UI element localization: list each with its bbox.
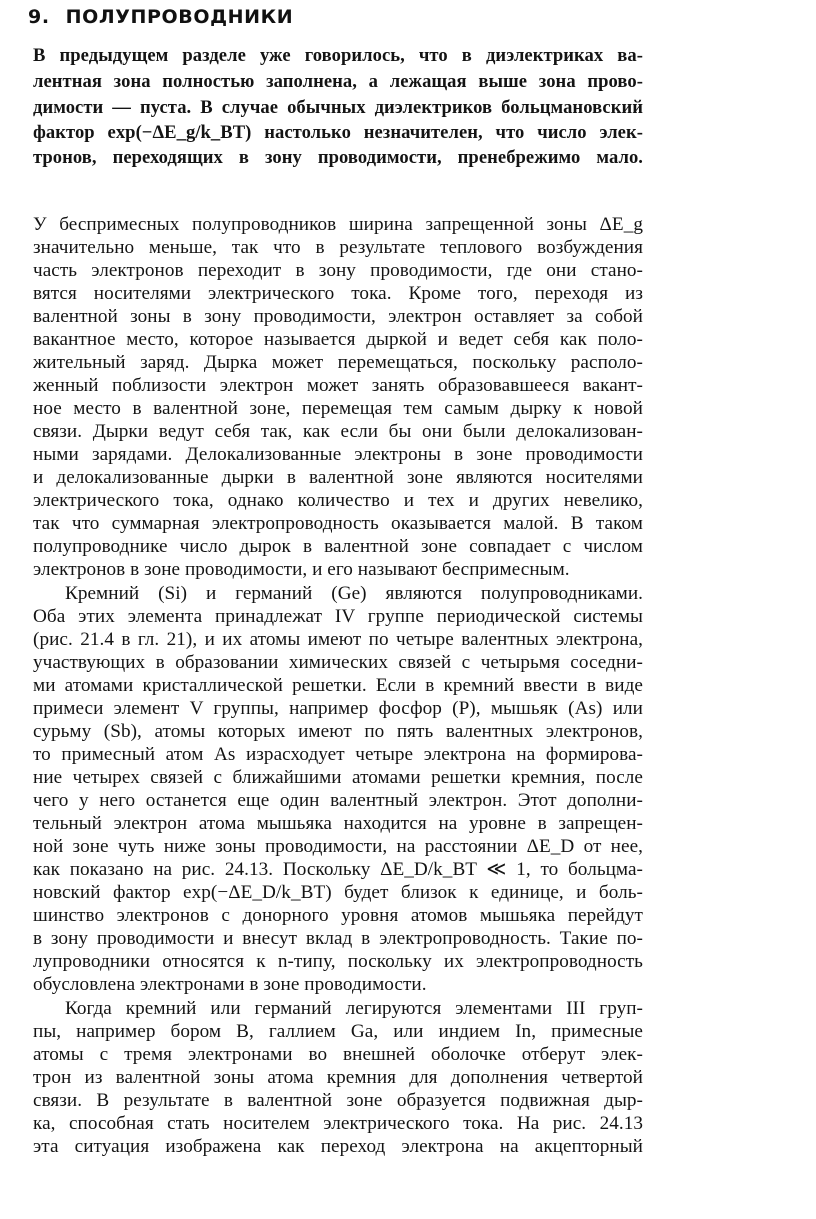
body-line: ми атомами кристаллической решетки. Если в кремний ввести в виде	[33, 675, 643, 696]
body-line: женный поблизости электрон может занять образовавшееся вакант-	[33, 375, 643, 396]
body-line: Кремний (Si) и германий (Ge) являются полупроводниками.	[65, 583, 643, 604]
body-line: пы, например бором B, галлием Ga, или индием In, примесные	[33, 1021, 643, 1042]
body-line: часть электронов переходит в зону проводимости, где они стано-	[33, 260, 643, 281]
body-line: ными зарядами. Делокализованные электроны в зоне проводимости	[33, 444, 643, 465]
body-line: ной зоне чуть ниже зоны проводимости, на расстоянии ΔE_D от нее,	[33, 836, 643, 857]
body-line: как показано на рис. 24.13. Поскольку ΔE_D/k_BT ≪ 1, то больцма-	[33, 859, 643, 880]
body-line: трон из валентной зоны атома кремния для дополнения четвертой	[33, 1067, 643, 1088]
body-line: (рис. 21.4 в гл. 21), и их атомы имеют по четыре валентных электрона,	[33, 629, 643, 650]
body-line: так что суммарная электропроводность оказывается малой. В таком	[33, 513, 643, 534]
section-title: ПОЛУПРОВОДНИКИ	[65, 6, 294, 28]
section-number: 9.	[28, 6, 50, 28]
body-line: электрического тока, однако количество и тех и других невелико,	[33, 490, 643, 511]
body-line: то примесный атом As израсходует четыре электрона на формирова-	[33, 744, 643, 765]
body-line: связи. В результате в валентной зоне образуется подвижная дыр-	[33, 1090, 643, 1111]
body-line: ние четырех связей с ближайшими атомами решетки кремния, после	[33, 767, 643, 788]
body-line: в зону проводимости и внесут вклад в электропроводность. Такие по-	[33, 928, 643, 949]
body-line: атомы с тремя электронами во внешней оболочке отберут элек-	[33, 1044, 643, 1065]
body-line: жительный заряд. Дырка может перемещаться, поскольку располо-	[33, 352, 643, 373]
body-line: ное место в валентной зоне, перемещая тем самым дырку к новой	[33, 398, 643, 419]
body-line: примеси элемент V группы, например фосфор (P), мышьяк (As) или	[33, 698, 643, 719]
intro-line: димости — пуста. В случае обычных диэлектриков больцмановский	[33, 97, 643, 118]
intro-line: тронов, переходящих в зону проводимости, пренебрежимо мало.	[33, 147, 643, 168]
body-line: эта ситуация изображена как переход электрона на акцепторный	[33, 1136, 643, 1157]
body-line: обусловлена электронами в зоне проводимости.	[33, 974, 427, 995]
intro-line: фактор exp(−ΔE_g/k_BT) настолько незначителен, что число элек-	[33, 122, 643, 143]
body-line: сурьму (Sb), атомы которых имеют по пять валентных электронов,	[33, 721, 643, 742]
body-line: тельный электрон атома мышьяка находится на уровне в запрещен-	[33, 813, 643, 834]
body-line: Когда кремний или германий легируются элементами III груп-	[65, 998, 643, 1019]
body-line: и делокализованные дырки в валентной зоне являются носителями	[33, 467, 643, 488]
body-line: электронов в зоне проводимости, и его называют беспримесным.	[33, 559, 570, 580]
body-line: связи. Дырки ведут себя так, как если бы они были делокализован-	[33, 421, 643, 442]
intro-line: В предыдущем разделе уже говорилось, что в диэлектриках ва-	[33, 45, 643, 66]
body-line: участвующих в образовании химических связей с четырьмя соседни-	[33, 652, 643, 673]
body-line: новский фактор exp(−ΔE_D/k_BT) будет близок к единице, и боль-	[33, 882, 643, 903]
body-line: валентной зоны в зону проводимости, электрон оставляет за собой	[33, 306, 643, 327]
section-heading	[28, 6, 293, 28]
body-line: полупроводнике число дырок в валентной зоне совпадает с числом	[33, 536, 643, 557]
body-line: шинство электронов с донорного уровня атомов мышьяка перейдут	[33, 905, 643, 926]
body-line: Оба этих элемента принадлежат IV группе периодической системы	[33, 606, 643, 627]
body-line: лупроводники относятся к n-типу, поскольку их электропроводность	[33, 951, 643, 972]
body-line: вятся носителями электрического тока. Кроме того, переходя из	[33, 283, 643, 304]
body-line: значительно меньше, так что в результате теплового возбуждения	[33, 237, 643, 258]
body-line: чего у него останется еще один валентный электрон. Этот дополни-	[33, 790, 643, 811]
body-line: У беспримесных полупроводников ширина запрещенной зоны ΔE_g	[33, 214, 643, 235]
body-line: ка, способная стать носителем электрического тока. На рис. 24.13	[33, 1113, 643, 1134]
intro-line: лентная зона полностью заполнена, а лежащая выше зона прово-	[33, 71, 643, 92]
body-line: вакантное место, которое называется дыркой и ведет себя как поло-	[33, 329, 643, 350]
